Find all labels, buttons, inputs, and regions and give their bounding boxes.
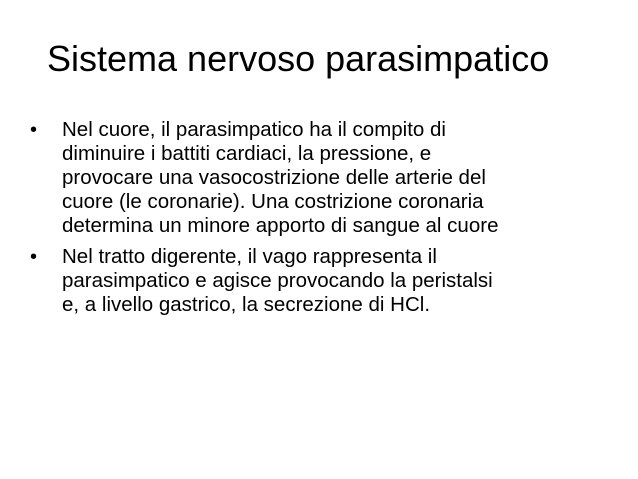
bullet-text-line: parasimpatico e agisce provocando la peristalsi [62,269,493,292]
bullet-item [30,245,615,317]
slide-title: Sistema nervoso parasimpatico [47,38,550,79]
bullet-text-line: Nel tratto digerente, il vago rappresenta il [62,245,437,268]
bullet-marker-icon: • [30,246,38,268]
bullet-text-line: diminuire i battiti cardiaci, la pressione, e [62,142,432,165]
bullet-text-line: determina un minore apporto di sangue al cuore [62,214,499,237]
bullet-text-line: provocare una vasocostrizione delle arterie del [62,166,486,189]
bullet-marker-icon: • [30,119,38,141]
bullet-text-line: e, a livello gastrico, la secrezione di HCl. [62,293,431,316]
bullet-text-line: cuore (le coronarie). Una costrizione coronaria [62,190,484,213]
bullet-item [30,118,615,238]
bullet-list [30,118,615,324]
bullet-text-line: Nel cuore, il parasimpatico ha il compito di [62,118,446,141]
